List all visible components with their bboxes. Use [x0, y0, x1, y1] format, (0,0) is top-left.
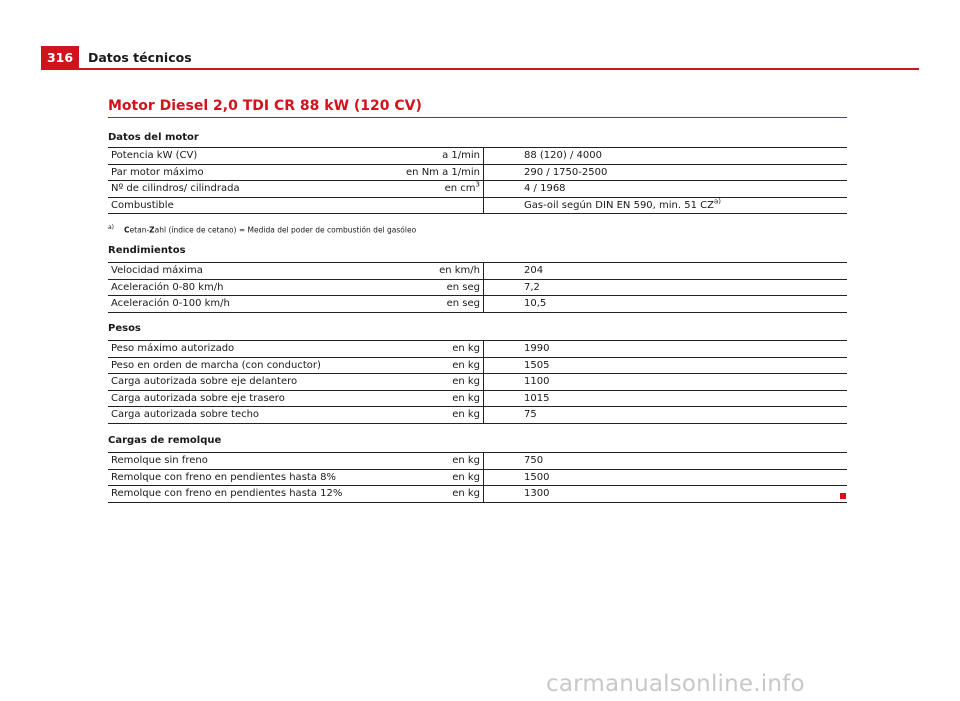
- remolque-title: Cargas de remolque: [108, 435, 222, 446]
- table-row: [108, 407, 847, 424]
- row-label: Combustible: [111, 199, 174, 211]
- watermark: carmanualsonline.info: [546, 671, 805, 697]
- chapter-title: Datos técnicos: [88, 50, 192, 65]
- value-text: Gas-oil según DIN EN 590, min. 51 CZ: [524, 199, 714, 211]
- row-unit: en kg: [394, 341, 484, 358]
- row-unit: en kg: [394, 486, 484, 503]
- motor-table: [108, 147, 847, 214]
- row-label: Par motor máximo: [108, 164, 394, 181]
- row-unit: en kg: [394, 390, 484, 407]
- row-value: 290 / 1750-2500: [484, 164, 848, 181]
- row-label: Velocidad máxima: [108, 263, 394, 280]
- page-number: 316: [41, 46, 79, 68]
- row-label: Remolque con freno en pendientes hasta 8%: [108, 469, 394, 486]
- row-label: Carga autorizada sobre techo: [111, 409, 260, 421]
- row-label: Aceleración 0-100 km/h: [111, 298, 230, 310]
- footnote-text-1: etan-: [129, 225, 150, 235]
- end-of-section-mark: [840, 493, 846, 499]
- table-row: [108, 197, 847, 214]
- table-row: [108, 374, 847, 391]
- footnote-bold-z: Z: [149, 225, 155, 235]
- table-row: [108, 263, 847, 280]
- table-row: [108, 390, 847, 407]
- row-value: [484, 197, 848, 214]
- row-unit: en kg: [394, 469, 484, 486]
- row-unit: en seg: [394, 296, 484, 313]
- row-value: 10,5: [524, 298, 547, 310]
- row-value: 7,2: [484, 279, 848, 296]
- row-value: 75: [524, 409, 537, 421]
- footnote-mark: a): [108, 224, 115, 231]
- pesos-title: Pesos: [108, 323, 141, 334]
- row-label: Carga autorizada sobre eje trasero: [108, 390, 394, 407]
- row-value: 204: [484, 263, 848, 280]
- remolque-block: [108, 434, 847, 503]
- table-row: [108, 296, 847, 313]
- row-value: 1500: [484, 469, 848, 486]
- row-unit: en km/h: [394, 263, 484, 280]
- pesos-table: [108, 340, 847, 424]
- pesos-block: [108, 322, 847, 424]
- row-unit: en kg: [394, 407, 484, 424]
- row-label: Peso máximo autorizado: [108, 341, 394, 358]
- remolque-table: [108, 452, 847, 503]
- row-unit: [394, 197, 484, 214]
- unit-text: en cm: [444, 183, 476, 195]
- table-row: [108, 164, 847, 181]
- footnote: [108, 223, 416, 236]
- table-row: [108, 357, 847, 374]
- row-unit: en Nm a 1/min: [394, 164, 484, 181]
- page-header: [41, 46, 919, 70]
- row-unit: en kg: [394, 357, 484, 374]
- table-row: [108, 341, 847, 358]
- row-unit: en kg: [394, 453, 484, 470]
- rendimientos-title: Rendimientos: [108, 245, 186, 256]
- row-value: 4 / 1968: [484, 181, 848, 198]
- row-label: Aceleración 0-80 km/h: [108, 279, 394, 296]
- footnote-ref[interactable]: a): [713, 197, 722, 206]
- row-value: 1015: [484, 390, 848, 407]
- row-label: Nº de cilindros/ cilindrada: [108, 181, 394, 198]
- row-value: 750: [484, 453, 848, 470]
- row-value: 1990: [484, 341, 848, 358]
- row-value: 1505: [484, 357, 848, 374]
- footnote-bold-c: C: [124, 225, 130, 235]
- table-row: [108, 486, 847, 503]
- table-row: [108, 453, 847, 470]
- row-unit: a 1/min: [394, 148, 484, 165]
- motor-block: [108, 131, 847, 214]
- row-unit: en kg: [394, 374, 484, 391]
- row-label: Remolque con freno en pendientes hasta 12%: [111, 488, 343, 500]
- rendimientos-table: [108, 262, 847, 313]
- rendimientos-block: [108, 244, 847, 313]
- table-row: [108, 148, 847, 165]
- unit-superscript: 3: [475, 180, 480, 189]
- row-label: Peso en orden de marcha (con conductor): [108, 357, 394, 374]
- row-value: 88 (120) / 4000: [484, 148, 848, 165]
- row-unit: en seg: [394, 279, 484, 296]
- section-title: Motor Diesel 2,0 TDI CR 88 kW (120 CV): [108, 97, 847, 118]
- table-row: [108, 279, 847, 296]
- row-value: 1100: [484, 374, 848, 391]
- footnote-text-2: ahl (índice de cetano) = Medida del poder de combustión del gasóleo: [154, 225, 417, 235]
- row-label: Potencia kW (CV): [108, 148, 394, 165]
- table-row: [108, 181, 847, 198]
- row-label: Remolque sin freno: [108, 453, 394, 470]
- row-unit: [394, 181, 484, 198]
- row-value: 1300: [524, 488, 550, 500]
- table-row: [108, 469, 847, 486]
- motor-title: Datos del motor: [108, 132, 199, 143]
- row-label: Carga autorizada sobre eje delantero: [108, 374, 394, 391]
